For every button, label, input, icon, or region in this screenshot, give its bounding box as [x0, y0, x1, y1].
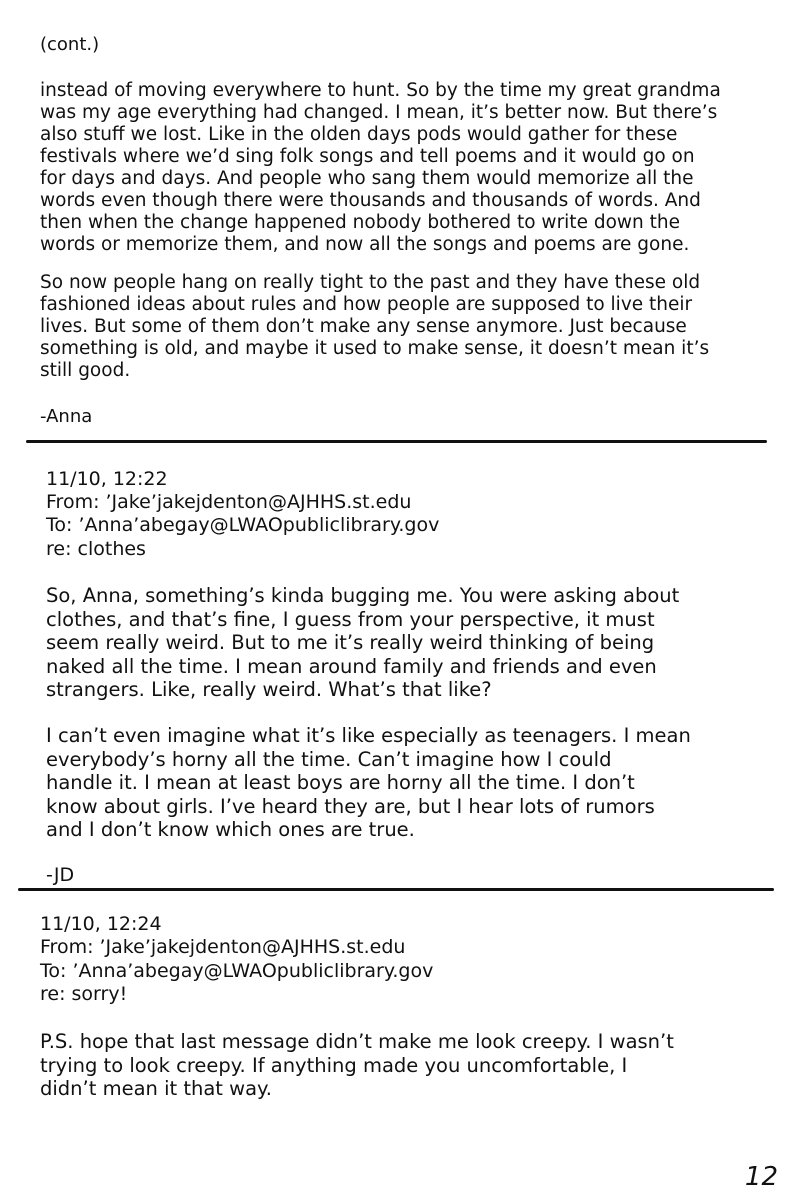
anna-signature: -Anna — [40, 406, 93, 427]
continued-label: (cont.) — [40, 34, 100, 55]
email-1-subject: re: clothes — [46, 538, 146, 560]
email-1-paragraph-1: So, Anna, something’s kinda bugging me. You were asking about clothes, and that’s fine, I guess from your perspective, it must seem really weird. But to me it’s really weird thinking of being naked all the time. I mean around family and friends and even strangers. Like, really weird. What’s that like? — [46, 584, 680, 701]
email-1-to: To: ’Anna’abegay@LWAOpubliclibrary.gov — [46, 514, 440, 536]
page-number: 12 — [744, 1162, 778, 1192]
divider-1 — [26, 440, 767, 443]
divider-2 — [18, 888, 774, 891]
anna-paragraph-1: instead of moving everywhere to hunt. So by the time my great grandma was my age everything had changed. I mean, it’s better now. But there’s also stuff we lost. Like in the olden days pods would gather for these festivals where we’d sing folk songs and tell poems and it would go on for days and days. And people who sang them would memorize all the words even though there were thousands and thousands of words. And then when the change happened nobody bothered to write down the words or memorize them, and now all the songs and poems are gone. — [40, 80, 721, 255]
anna-paragraph-2: So now people hang on really tight to the past and they have these old fashioned ideas about rules and how people are supposed to live their lives. But some of them don’t make any sense anymore. Just because something is old, and maybe it used to make sense, it doesn’t mean it’s still good. — [40, 272, 710, 381]
email-2-from: From: ’Jake’jakejdenton@AJHHS.st.edu — [40, 936, 406, 958]
email-1-timestamp: 11/10, 12:22 — [46, 468, 168, 490]
email-1-paragraph-2: I can’t even imagine what it’s like especially as teenagers. I mean everybody’s horny all the time. Can’t imagine how I could handle it. I mean at least boys are horny all the time. I don’t know about girls. I’ve heard they are, but I hear lots of rumors and I don’t know which ones are true. — [46, 724, 691, 841]
email-2-timestamp: 11/10, 12:24 — [40, 913, 162, 935]
email-2-paragraph-1: P.S. hope that last message didn’t make me look creepy. I wasn’t trying to look creepy. If anything made you uncomfortable, I didn’t mean it that way. — [40, 1030, 674, 1100]
email-2-to: To: ’Anna’abegay@LWAOpubliclibrary.gov — [40, 960, 434, 982]
email-1-from: From: ’Jake’jakejdenton@AJHHS.st.edu — [46, 491, 412, 513]
email-1-signature: -JD — [46, 864, 75, 886]
email-2-subject: re: sorry! — [40, 983, 128, 1005]
